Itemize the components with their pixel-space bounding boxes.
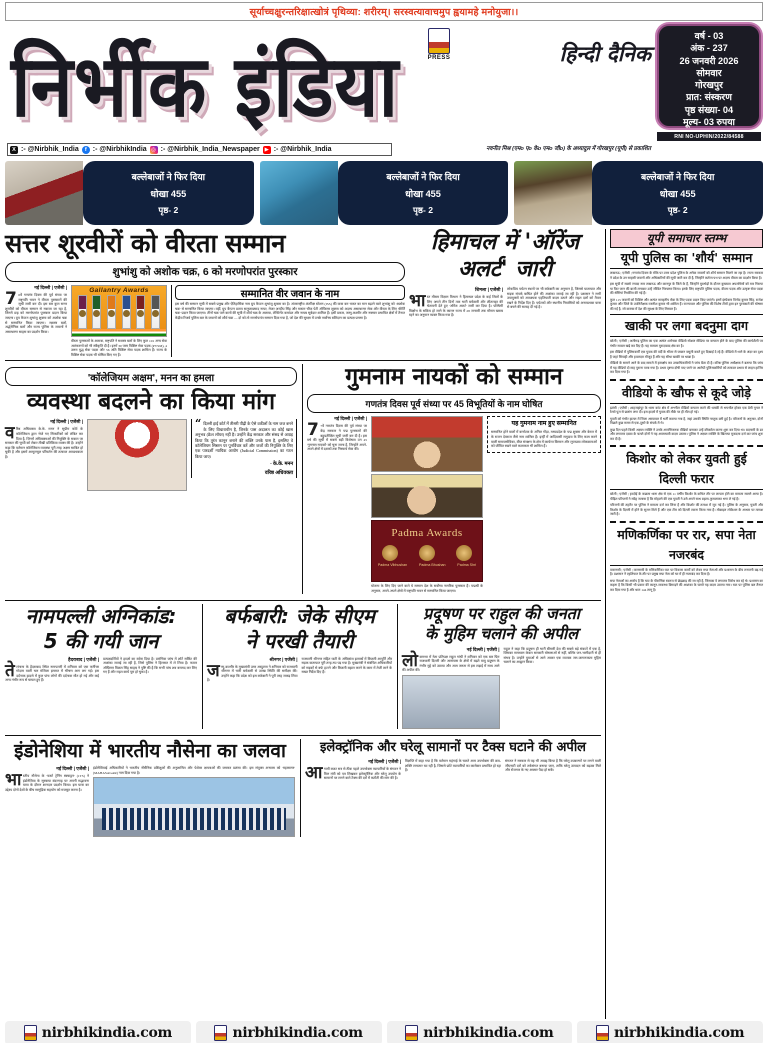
padma-kicker: गणतंत्र दिवस पूर्व संध्या पर 45 विभूतियों के नाम घोषित — [365, 399, 543, 410]
sidebar-body-1: झांसी | एजेंसी | शाहजहांपुर के थाना कांट क्षेत्र में अश्लील वीडियो वायरल करने की धमकी से भयभीत होकर एक प्रेमी युगल ने रेलवे पुल से छलांग लगा दी। इस हादसे में युवक की मौके पर ही मौत हो गई। — [610, 405, 763, 414]
gallantry-image-caption: Gallantry Awards — [89, 287, 149, 294]
sidebar-body-2: युवती को गंभीर हालत में जिला अस्पताल में भर्ती कराया गया है, जहां उसकी स्थिति नाजुक बनी हुई है। परिजनों के अनुसार, दोनों पिछले कुछ समय से एक-दूसरे के संपर्क में थे। — [610, 416, 763, 425]
sidebar-body-2: इस वीडियो में पुलिसकर्मी एक युवक की वर्दी के भीतर से जबरन वसूली करते हुए दिखाई दे रहे हैं। वीडियो में थाने के अंदर का दृश्य है जहां सिपाही और हवलदार मौजूद हैं और यह सीधा खाकी पर धब्बा है। — [610, 350, 763, 359]
nirbhik-logo-icon — [24, 1025, 37, 1041]
press-badge-icon — [428, 28, 450, 54]
tax-body-col2: विज्ञप्ति में कहा गया है कि वर्तमान महंगाई के चलते आम उपभोक्ता की क्रय-शक्ति लगातार घट रही है, जिससे छोटे व्यापारियों का कारोबार प्रभावित हो रहा है। — [405, 758, 501, 773]
medal-row — [72, 294, 166, 329]
himachal-headline-line2: अलर्ट' जारी — [458, 257, 552, 282]
rahul-byline: नई दिल्ली | एजेंसी | — [466, 646, 500, 652]
navy-image — [93, 777, 295, 837]
himachal-body-col1: भारत मौसम विज्ञान विभाग ने हिमाचल प्रदेश के कई जिलों के लिए अगले तीन दिनों तक भारी बर्फबारी और शीतलहर की चेतावनी देते हुए 'ऑरेंज अलर्ट' जारी कर दिया है। पश्चिमी विक्षोभ के सक्रिय हो जाने के कारण राज्य में 28 जनवरी तक मौसम खराब रहने का अनुमान व्यक्त किया गया है। — [409, 291, 503, 318]
fire-article — [5, 604, 197, 729]
sidebar-section-title-box — [610, 229, 763, 248]
info-edition: प्रात: संस्करण — [686, 92, 732, 103]
publisher-line: नवनीत मिश्र (एमo एo केo एमo जीo) के अध्यादुल में गोरखपुर (यूपी) से प्रकाशित — [486, 146, 651, 152]
rahul-headline-line2: के मुहिम चलाने की अपील — [424, 623, 579, 643]
padma-byline: नई दिल्ली | एजेंसी | — [334, 416, 367, 422]
masthead — [5, 22, 763, 142]
lead-headline: सत्तर शूरवीरों को वीरता सम्मान — [5, 229, 286, 259]
quote-attribution-name: - के.के. मनन — [270, 462, 293, 468]
rahul-image — [402, 675, 500, 729]
facebook-icon[interactable]: f — [82, 146, 90, 154]
rahul-headline-line1: प्रदूषण पर राहुल की जनता — [423, 603, 580, 623]
up-news-sidebar — [605, 229, 763, 1019]
sidebar-body-1: बरेली | एजेंसी | हरदोई के कछला थाना क्षेत्र से एक 11 वर्षीय किशोर के कथित तौर पर लापता होने का मामला सामने आया है। पीड़ित परिजनों ने संदेह जताया है कि मोहल्ले की एक युवती ने उसे अपने साथ बहला-फुसलाकर भगा ले गई है। — [610, 492, 763, 501]
himachal-body-col2: लोकप्रिय पर्यटन स्थलों पर भी बर्फबारी का अनुमान है, जिससे यातायात और सड़क संपर्क बाधित होने की आशंका जताई जा रही है। प्रशासन ने सभी उपायुक्तों को आवश्यक एहतियाती कदम उठाने और राहत दलों को तैयार रखने के निर्देश दिए हैं। पर्यटकों और स्थानीय निवासियों को अनावश्यक यात्रा से बचने की सलाह दी गई है। — [507, 287, 601, 310]
collegium-quote: दिल्ली हाई कोर्ट में तीसरी पीढ़ी के ऐसे वकीलों के नाम जज बनने के लिए विचाराधीन है, जिनके पास अदालत का कोई खास अनुभव (फ्रेश लॉयर) नहीं है। उन्होंने केंद्र सरकार और संसद से आग्रह किया कि तुरंत कानून बनाने की शक्ति उनके पास है, इसलिए वे कॉलेजियम सिस्टम पर पुनर्विचार करें और जजों की नियुक्ति के लिए एक पारदर्शी न्यायिक आयोग (Judicial Commission) का गठन किया जाए। — [195, 421, 293, 459]
fire-headline-line2: 5 की गयी जान — [43, 628, 159, 653]
footer-domain[interactable]: nirbhikindia.com — [423, 1025, 554, 1041]
padma-body-col1: 77वें गणतंत्र दिवस की पूर्व संध्या पर केंद्र सरकार ने पद्म पुरस्कारों की बहुप्रतीक्षित सूची जारी कर दी है। इस वर्ष की सूची में सबसे बड़ी विशेषता उन 45 'गुमनाम नायकों' को चुना जाना है, जिन्होंने अपने-अपने क्षेत्रों में दशकों तक निस्वार्थ सेवा की। — [307, 420, 367, 452]
promo-strip — [5, 161, 763, 225]
footer-domain[interactable]: nirbhikindia.com — [613, 1025, 745, 1041]
sidebar-body-3: वीडियो के सामने आने के बाद मामले में हस्तक्षेप कर उच्चाधिकारियों ने जांच बैठा दी है। वरिष्ठ पुलिस अधीक्षक ने बताया कि जांच में यह वीडियो दो माह पुराना पाया गया है। प्रथम दृष्टया दोषी पाए जाने पर आरोपी पुलिसकर्मियों को तत्काल प्रभाव से लाइन हाजिर कर दिया गया है। — [610, 361, 763, 374]
elderly-awardee-image — [371, 474, 483, 518]
sidebar-headline: वीडियो के खौफ से कूदे जोड़े — [610, 385, 763, 404]
sidebar-headline-line2: दिल्ली फरार — [610, 471, 763, 490]
tax-article — [300, 739, 601, 837]
navy-article — [5, 739, 295, 837]
sidebar-body-1: वाराणसी | एजेंसी | वाराणसी के मणिकर्णिका घाट पर विकास कार्यों को लेकर सपा नेताओं और प्रशासन के बीच तनातनी बढ़ गई है। प्रशासन ने एहतियात के तौर पर प्रमुख सपा नेता को घर में ही नजरबंद कर दिया है। — [610, 567, 763, 576]
rni-number: RNI NO-UPHIN/2022/84588 — [657, 132, 761, 141]
sidebar-article — [610, 318, 763, 375]
padma-image-caption: Padma Awards — [391, 527, 463, 540]
medal-icon — [136, 295, 145, 329]
padma-medal-icon — [382, 545, 398, 561]
sidebar-body-2: इस सूची में सबसे ज्यादा नाम लखनऊ और कानपुर के जिले के हैं, जिन्होंने मुठभेड़ों के दौरान कुख्यात अपराधियों को मार गिराया या फिर जान की बाजी लगाकर उन्हें जीवित गिरफ्तार किया। इनके लिए राष्ट्रपति पुलिस पदक, वीरता पदक और उत्कृष्ट सेवा पदक की श्रेणियां निर्धारित की गई हैं। — [610, 282, 763, 295]
sanskrit-shloka-text: सूर्याच्चक्षुरन्तरिक्षात्खोत्रं पृथिव्या: शरीरम्। सरस्वत्यावाचमुप ह्वयामहे मनोयुजा।। — [249, 7, 519, 18]
sidebar-headline-line1: मणिकर्णिका पर रार, सपा नेता — [617, 526, 756, 542]
lead-body-col2: वीरता पुरस्कारों के अलावा, राष्ट्रपति ने सशस्त्र बलों के लिए कुल 101 अन्य सेवा अलंकरणों को भी स्वीकृति दी है। इनमें 30 परम विशिष्ट सेवा पदक (PVSM), 4 उत्तम युद्ध सेवा पदक और 56 अति विशिष्ट सेवा पदक शामिल हैं। राज्य के विशिष्ट सेवा पदक भी घोषित किए गए हैं। — [71, 339, 167, 357]
fire-headline-line1: नामपल्ली अग्निकांड: — [25, 603, 177, 628]
promo-image-republic-day — [5, 161, 83, 225]
social-handles-bar — [7, 143, 392, 156]
tricolor-band — [72, 329, 166, 336]
collegium-kicker-box — [5, 367, 297, 386]
sidebar-headline-line2: नजरबंद — [610, 547, 763, 566]
info-day: सोमवार — [696, 67, 722, 78]
padma-medal-icon — [456, 545, 472, 561]
collegium-body: वरिष्ठ अधिवक्ता के.के. मनन ने सुप्रीम कोर्ट के कॉलेजियम द्वारा भेजे गए सिफारिशों को लंबित कर दिया है, जिनमें अधिवक्ताओं की नियुक्ति के सवाल पर सरकार की चुप्पी को लेकर तीखी प्रतिक्रिया व्यक्त की है। उन्होंने कहा कि वर्तमान कॉलेजियम व्यवस्था पूरी तरह अक्षम साबित हो चुकी है और इसमें आमूलचूल परिवर्तन की तत्काल आवश्यकता है। — [5, 423, 83, 459]
promo-image-collapsed-building — [514, 161, 592, 225]
turban-man-image — [371, 416, 483, 472]
rahul-body-col2: राहुल ने कहा कि प्रदूषण ही भारी बीमारी देश की सबसे बड़े संकटों में एक है, जिसका समाधान केवल सरकारी घोषणाओं से नहीं, बल्कि जन-भागीदारी से ही संभव है। उन्होंने युवाओं से आगे आकर एक व्यापक जन-जागरूकता मुहिम चलाने का आह्वान किया। — [503, 646, 601, 665]
himachal-headline-line1: हिमाचल में 'ऑरेंज — [430, 230, 580, 255]
padma-label-shri: Padma Shri — [457, 563, 477, 568]
lead-row — [5, 229, 601, 357]
padma-unsung-box — [487, 416, 601, 452]
navy-crowd-detail — [102, 808, 286, 830]
sidebar-body-3: कुल 115 जवानों को विशिष्ट और अत्यंत सराहनीय सेवा के लिए पदक प्रदान किए जाएंगे। इनमें इंस्पेक्टर विनोद कुमार सिंह, राजेश कुमार और जिले के उपनिरीक्षक रजनीश कुमार भी शामिल हैं। राज्यपाल और पुलिस की विशेष टीमों द्वारा इन पुरस्कारों की घोषणा की गई है, जो वास्तव में देश की सुरक्षा के लिए मिसाल हैं। — [610, 297, 763, 311]
page-body — [5, 229, 763, 1019]
fire-body-col2: प्रत्यक्षदर्शियों ने हादसे का ब्योरा दिया है। प्रारंभिक जांच में शॉर्ट सर्किट की आशंका जताई जा रही है, जिसे पुलिस ने हिरासत में ले लिया है। फायर ऑफिसर विक्रम सिंह साहब ने पुष्टि की है कि सभी पांच शव बरामद कर लिए गए हैं और राहत कार्य पूरा हो चुका है। — [103, 656, 197, 675]
nirbhik-logo-icon — [596, 1025, 609, 1041]
info-issue: अंक - 237 — [690, 43, 728, 54]
x-icon[interactable]: X — [10, 146, 18, 154]
snow-body-col1: जम्मू-कश्मीर के मुख्यमंत्री उमर अब्दुल्ला ने शनिवार को राजधानी श्रीनगर में भारी बर्फबारी से उत्पन्न स्थिति की समीक्षा की। उन्होंने कहा कि प्रदेश को इस बर्फबारी ने पूरी तरह जकड़ लिया है। — [207, 660, 298, 683]
lead-kicker: शुभांशु को अशोक चक्र, 6 को मरणोपरांत पुरस्कार — [112, 266, 298, 278]
collegium-byline: नई दिल्ली | एजेंसी | — [50, 419, 83, 425]
medal-icon — [122, 295, 131, 329]
sidebar-section-title: यूपी समाचार स्तम्भ — [646, 231, 727, 245]
info-date: 26 जनवरी 2026 — [679, 55, 739, 66]
main-column — [5, 229, 601, 1019]
padma-medal-row — [372, 539, 482, 561]
navy-headline: इंडोनेशिया में भारतीय नौसेना का जलवा — [14, 739, 286, 762]
tax-body-col1: आगामी बजट सत्र से ठीक पहले उपभोक्ता व्यापारियों के संगठन ने वित्त मंत्री को पत्र लिखकर इलेक्ट्रॉनिक और घरेलू उपयोग के सामानों पर लगने वाले टैक्स की दरों में कटौती की मांग की है। — [305, 762, 401, 783]
promo-image-traffic-signal — [260, 161, 338, 225]
sidebar-body-3: कुछ दिन पहले किसी अज्ञात व्यक्ति ने उनके आपत्तिजनक वीडियो बनाकर उन्हें ब्लैकमेल करना शुरू कर दिया था। बदनामी के डर और लगातार दबाव के चलते दोनों ने यह आत्मघाती कदम उठाया। पुलिस ने अज्ञात व्यक्ति के खिलाफ मुकदमा दर्ज कर जांच शुरू कर दी है। — [610, 427, 763, 441]
himachal-byline: शिमला | एजेंसी | — [474, 287, 503, 292]
sidebar-body-1: बरेली | एजेंसी | अलीगढ़ पुलिस का एक अत्यंत शर्मनाक वीडियो सोशल मीडिया पर वायरल होने के बाद पुलिस की कार्यशैली पर गंभीर सवाल खड़े कर दिए हैं। यह मामला मुरादाबाद क्षेत्र का है। — [610, 339, 763, 348]
sidebar-headline: खाकी पर लगा बदनुमा दाग — [610, 318, 763, 337]
padma-article — [302, 364, 601, 593]
lead-body-col1: 70वें गणतंत्र दिवस की पूर्व संध्या पर राष्ट्रपति भवन ने वीरता पुरस्कारों की सूची जारी कर दी। इस बार कुल सत्तर शूरवीरों को वीरता सम्मान से नवाजा जा रहा है, जिनमें छह को मरणोपरांत पुरस्कार प्रदान किया जाएगा। ग्रुप कैप्टन शुभांशु शुक्ला को अशोक चक्र से सम्मानित किया जाएगा। सशस्त्र बलों, अर्द्धसैनिक बलों और राज्य पुलिस के जवानों ने असाधारण साहस का प्रदर्शन किया। — [5, 289, 67, 334]
padma-headline: गुमनाम नायकों को सम्मान — [345, 364, 563, 391]
medal-icon — [78, 295, 87, 329]
lead-article — [5, 229, 405, 357]
sidebar-body-1: लखनऊ | एजेंसी | गणतंत्र दिवस के मौके पर उत्तर प्रदेश पुलिस के अनेक जवानों को शौर्य सम्मान मिलने जा रहा है। राज्य सरकार ने प्रदेश के उन साहसी जवानों और अधिकारियों की सूची जारी कर दी है, जिन्होंने कर्तव्य पथ पर अदम्य वीरता का प्रदर्शन किया है। — [610, 271, 763, 280]
padma-awards-image — [371, 520, 483, 582]
info-price: मूल्य- 03 रुपया — [683, 117, 735, 128]
newspaper-page — [0, 2, 768, 1043]
navy-body-col2: इंडोनेशियाई अधिकारियों ने भारतीय नौसैनिक प्रशिक्षुओं की अनुशासित और पेशेवर क्षमताओं की जमकर प्रशंसा की। इस संयुक्त अभ्यास को 'महासागर' (MAHASAGAR) नाम दिया गया है। — [93, 765, 295, 775]
padma-image-caption-text: योजना के लिए दिए जाने वाले ये सम्मान देश के सर्वोच्च नागरिक पुरस्कार हैं। पद्मश्री के अनुसार, अपने-अपने क्षेत्रों में राष्ट्रपति भवन से सम्मानित किया जाएगा। — [371, 584, 483, 593]
sidebar-body-2: सपा नेताओं का आरोप है कि घाट के पौराणिक स्वरूप से छेड़छाड़ की जा रही है, जिसका वे लगातार विरोध कर रहे थे। प्रशासन का कहना है कि किसी भी प्रकार की कानून-व्यवस्था बिगाड़ने की आशंका के चलते यह कदम उठाया गया। घाट पर पुलिस बल तैनात कर दिया गया है और धारा 144 लागू है। — [610, 578, 763, 592]
promo-line2: धोखा 455 — [659, 189, 696, 199]
social-handle-instagram[interactable]: :- @Nirbhik_India_Newspaper — [160, 146, 260, 153]
padma-unsung-title: यह गुमनाम नाम हुए सम्मानित — [511, 420, 577, 428]
collegium-kicker: 'कॉलेजियम अक्षम', मनन का हमला — [87, 372, 215, 384]
tax-headline: इलेक्ट्रॉनिक और घरेलू सामानों पर टैक्स घटाने की अपील — [320, 739, 586, 755]
youtube-icon[interactable]: ▶ — [264, 146, 269, 153]
medal-icon — [151, 295, 160, 329]
sidebar-body-2: परिजनों की तहरीर पर पुलिस ने मामला दर्ज कर लिया है और किशोर की तलाश में जुट गई है। पुलिस के अनुसार, युवती और किशोर के दिल्ली में होने के सुराग मिले हैं और एक टीम को दिल्ली रवाना किया गया है। मोबाइल लोकेशन के आधार पर तलाश जारी है। — [610, 503, 763, 516]
snow-body-col2: राजधानी श्रीनगर सहित घाटी के अधिकांश इलाकों में बिजली आपूर्ति और सड़क यातायात पूरी तरह ठप पड़ गया है। मुख्यमंत्री ने संबंधित अधिकारियों को सड़कों से बर्फ हटाने और बिजली बहाल करने के काम में तेजी लाने के सख्त निर्देश दिए हैं। — [301, 656, 392, 675]
lead-byline: नई दिल्ली | एजेंसी | — [34, 285, 67, 290]
sidebar-article — [610, 451, 763, 517]
sidebar-article — [610, 385, 763, 442]
sanskrit-shloka-banner — [5, 2, 763, 21]
rahul-article — [397, 604, 601, 729]
press-logo-caption: PRESS — [427, 55, 451, 61]
footer-strip — [5, 1021, 763, 1043]
promo-page: पृष्ठ- 2 — [158, 205, 179, 215]
medal-icon — [107, 295, 116, 329]
promo-line1: बल्लेबाजों ने फिर दिया — [131, 172, 206, 182]
instagram-icon[interactable]: ◎ — [151, 146, 157, 153]
padma-kicker-box — [307, 394, 601, 413]
snow-headline-line2: ने परखी तैयारी — [245, 628, 354, 653]
tax-body-col3: संगठन ने सरकार से यह भी आग्रह किया है कि घरेलू उपकरणों पर लगने वाली जीएसटी दरों को तर्कसंगत बनाया जाए, ताकि घरेलू उत्पादन को बढ़ावा मिले और रोजगार के नए अवसर पैदा हो सकें। — [505, 758, 601, 773]
lead-subbox-body: इस वर्ष की सम्मान सूची में सबसे प्रमुख और ऐतिहासिक नाम ग्रुप कैप्टन शुभांशु शुक्ला का है। अंतरराष्ट्रीय अंतरिक्ष स्टेशन (ISS) की यात्रा कर भारत का मान बढ़ाने वाले शुभांशु को 'अशोक चक्र' से सम्मानित किया जाएगा। वहीं, ग्रुप कैप्टन प्रताप सलूजाप्रसाद नायर, मेजर अरदीप सिंह और मास्टर चीफ पेटी ऑफिसर शुक्ला को अदम्य असाधारण सेवा और वीरता के लिए 'कीर्ति चक्र' प्रदान किया जाएगा। तीनों चक्र पाने वालों की सूची में शौर्य चक्र के अलावा, लेफ्टिनेंट कमांडर और नायब सूबेदार शामिल हैं। इसी प्रकार, जम्मू-कश्मीर और नक्सल प्रभावित क्षेत्रों में तैनात केंद्रीय रिजर्व पुलिस बल के जवानों को शौर्य चक्र — दो को तो मरणोपरांत सम्मान दिया गया है, जो देश की सुरक्षा में उनके सर्वोच्च बलिदान का प्रत्यक्ष प्रमाण है। — [175, 302, 405, 320]
social-handle-x[interactable]: :- @Nirbhik_India — [21, 146, 79, 153]
press-logo — [422, 28, 456, 61]
medal-icon — [92, 295, 101, 329]
gallantry-awards-image — [71, 285, 167, 337]
hindi-daily-label: हिन्दी दैनिक — [559, 42, 651, 66]
collegium-quote-box — [191, 419, 297, 478]
promo-page: पृष्ठ- 2 — [667, 205, 688, 215]
fire-byline: हैदराबाद | एजेंसी | — [68, 656, 99, 662]
lead-subbox-title: सम्मानित वीर जवान के नाम — [240, 288, 340, 300]
info-pages: पृष्ठ संख्या- 04 — [684, 104, 734, 115]
snow-headline-line1: बर्फबारी: जेके सीएम — [224, 603, 375, 628]
padma-medal-icon — [419, 545, 435, 561]
masthead-logo — [11, 28, 611, 140]
promo-line1: बल्लेबाजों ने फिर दिया — [640, 172, 715, 182]
footer-website-box[interactable] — [577, 1021, 763, 1043]
promo-card[interactable] — [260, 161, 509, 225]
social-row — [5, 143, 763, 158]
snow-article — [202, 604, 392, 729]
lead-subbox-title-box — [175, 285, 405, 300]
paper-title: निर्भीक इंडिया — [11, 35, 400, 136]
sidebar-article — [610, 527, 763, 593]
lead-kicker-box — [5, 262, 405, 282]
sidebar-headline: यूपी पुलिस का 'शौर्य' सम्मान — [610, 250, 763, 269]
navy-body-col1: भारतीय नौसेना के 'फर्स्ट ट्रेनिंग स्क्वाड्रन' (1TS) ने इंडोनेशिया के सुरबाया बंदरगाह पर अपनी सद्भावना यात्रा के दौरान शानदार प्रदर्शन किया। इस यात्रा का उद्देश्य दोनों देशों के बीच सामुद्रिक सहयोग को मजबूत करना है। — [5, 769, 89, 792]
snow-byline: श्रीनगर | एजेंसी | — [269, 656, 298, 662]
padma-label-bhushan: Padma Bhushan — [418, 563, 446, 568]
footer-website-box[interactable] — [5, 1021, 191, 1043]
promo-card[interactable] — [5, 161, 254, 225]
info-city: गोरखपुर — [695, 80, 723, 91]
promo-card[interactable] — [514, 161, 763, 225]
padma-label-vibhushan: Padma Vibhushan — [377, 563, 408, 568]
sidebar-article — [610, 250, 763, 311]
footer-domain[interactable]: nirbhikindia.com — [232, 1025, 363, 1041]
quote-mark-icon: “ — [195, 417, 202, 431]
social-handle-youtube[interactable]: :- @Nirbhik_India — [273, 146, 332, 153]
padma-unsung-body: सम्मानित होने वालों में कर्नाटक के अनिल गौड़ा, मध्यप्रदेश के पद्म शुक्ला और केरल में के राजन देवराज जैसे नाम शामिल हैं। इन्हीं में आदिवासी समुदाय के लिए काम करने वाली समाजसेविका, बीज संरक्षण के क्षेत्र में कार्यरत किसान और लुप्तप्राय लोककलाओं को जीवित रखने वाले कलाकार भी शामिल हैं। — [491, 430, 597, 449]
himachal-article — [409, 229, 601, 318]
promo-page: पृष्ठ- 2 — [413, 205, 433, 215]
supreme-court-image — [87, 419, 187, 491]
nirbhik-logo-icon — [214, 1025, 227, 1041]
edition-info-box — [657, 24, 761, 128]
nirbhik-logo-icon — [405, 1025, 418, 1041]
tax-byline: नई दिल्ली | एजेंसी | — [368, 758, 401, 764]
promo-line2: धोखा 455 — [405, 189, 441, 199]
social-handle-facebook[interactable]: :- @NirbhikIndia — [92, 146, 147, 153]
info-year: वर्ष - 03 — [694, 31, 724, 41]
collegium-article — [5, 364, 297, 593]
fire-body-col1: तेलंगाना के हैदराबाद स्थित नामपल्ली में शनिवार को एक फर्नीचर गोदाम वाली चार मंजिला इमारत में भीषण आग लग गई। इस दर्दनाक हादसे में कुल पांच लोगों की दर्दनाक मौत हो गई और कई अन्य गंभीर रूप से घायल हुए हैं। — [5, 660, 99, 683]
rahul-body-col1: लोकसभा में नेता प्रतिपक्ष राहुल गांधी ने शनिवार को एक बार फिर राजधानी दिल्ली और आसपास के क्षेत्रों में बढ़ते वायु प्रदूषण के गंभीर मुद्दे को उठाया और आम जनता से इस लड़ाई में साथ आने की अपील की। — [402, 650, 500, 673]
footer-website-box[interactable] — [196, 1021, 382, 1043]
navy-byline: नई दिल्ली | एजेंसी | — [56, 765, 89, 771]
promo-line1: बल्लेबाजों ने फिर दिया — [386, 172, 460, 182]
quote-attribution-role: वरिष्ठ अधिवक्ता — [264, 470, 293, 476]
collegium-headline: व्यवस्था बदलने का किया मांग — [26, 389, 276, 416]
footer-website-box[interactable] — [387, 1021, 573, 1043]
promo-line2: धोखा 455 — [150, 189, 187, 199]
footer-domain[interactable]: nirbhikindia.com — [41, 1025, 173, 1041]
sidebar-headline-line1: किशोर को लेकर युवती हुई — [626, 451, 747, 466]
